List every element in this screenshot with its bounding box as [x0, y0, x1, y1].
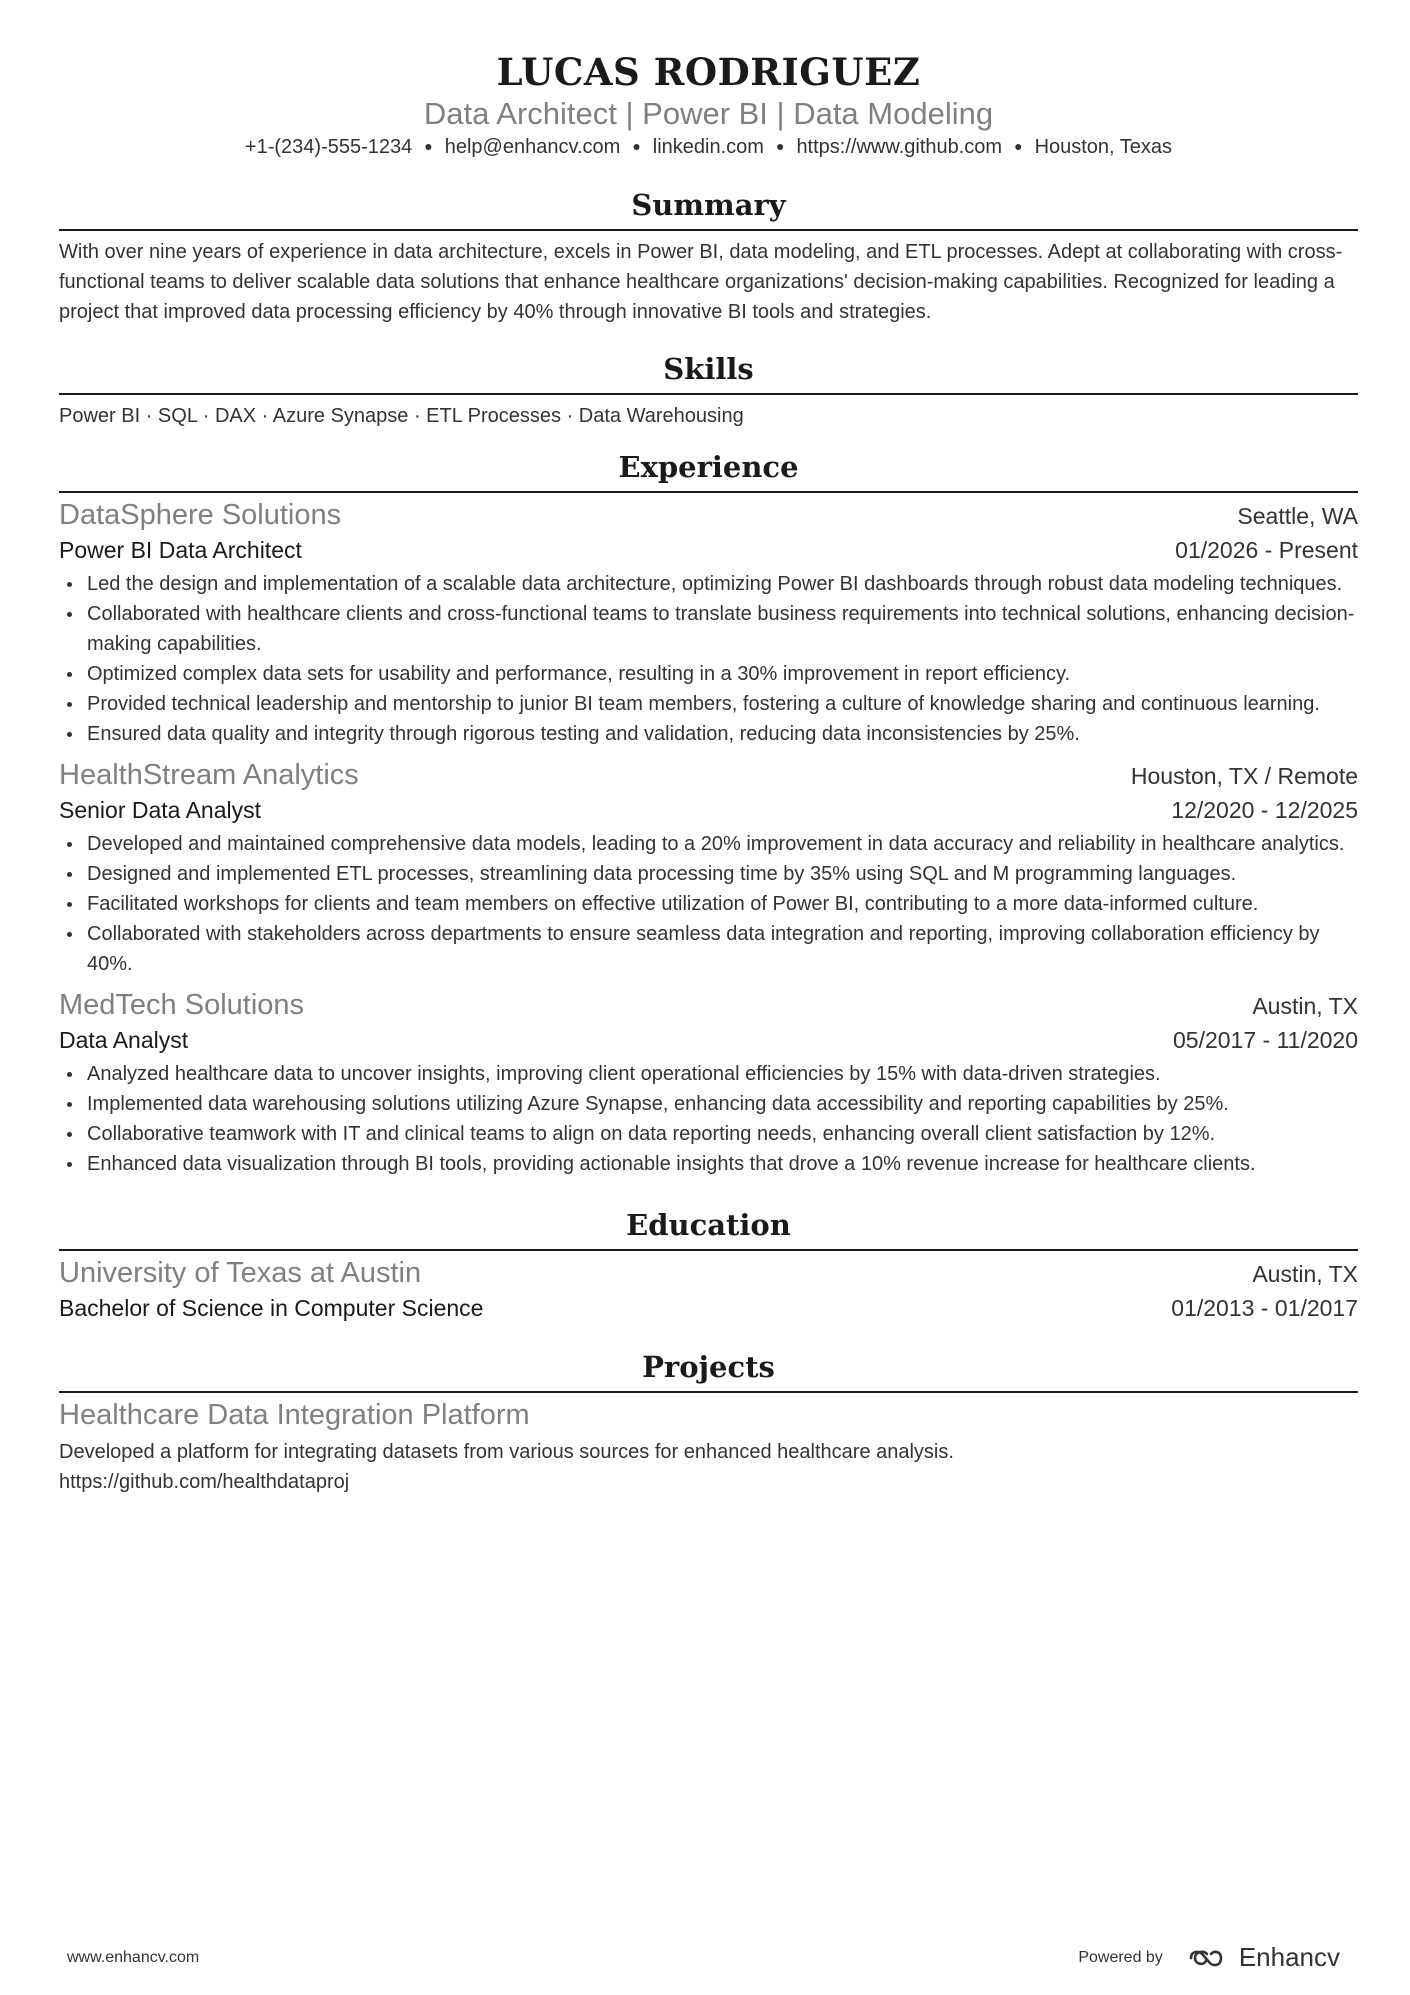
enhancv-brand[interactable] [1187, 1942, 1340, 1973]
company-name: MedTech Solutions [59, 989, 305, 1021]
bullet-item: Collaborative teamwork with IT and clinical teams to align on data reporting needs, enhancing overall client satisfaction by 12%. [87, 1119, 1358, 1149]
resume-page [59, 0, 1358, 1497]
school-location: Austin, TX [1252, 1261, 1358, 1287]
headline: Data Architect | Power BI | Data Modeling [423, 96, 994, 131]
github-link[interactable]: https://www.github.com [796, 136, 1003, 158]
powered-by-label: Powered by [1078, 1948, 1163, 1966]
job-dates: 01/2026 - Present [1175, 537, 1358, 563]
company-name: DataSphere Solutions [59, 499, 342, 531]
footer-site-link[interactable]: www.enhancv.com [67, 1948, 200, 1966]
section-title-projects: Projects [59, 1347, 1358, 1393]
email-link[interactable]: help@enhancv.com [444, 136, 621, 158]
education-dates: 01/2013 - 01/2017 [1171, 1295, 1358, 1321]
education-section [59, 1205, 1358, 1325]
job-dates: 12/2020 - 12/2025 [1171, 797, 1358, 823]
job-bullets [59, 569, 1358, 749]
phone: +1-(234)-555-1234 [244, 136, 413, 158]
job-location: Seattle, WA [1237, 503, 1358, 529]
bullet-item: Ensured data quality and integrity through rigorous testing and validation, reducing data inconsistencies by 25%. [87, 719, 1358, 749]
job-bullets [59, 829, 1358, 979]
company-name: HealthStream Analytics [59, 759, 359, 791]
bullet-item: Developed and maintained comprehensive data models, leading to a 20% improvement in data accuracy and reliability in healthcare analytics. [87, 829, 1358, 859]
section-title-experience: Experience [59, 447, 1358, 493]
location: Houston, Texas [1034, 136, 1173, 158]
section-title-summary: Summary [59, 185, 1358, 231]
bullet-item: Enhanced data visualization through BI tools, providing actionable insights that drove a 10% revenue increase for healthcare clients. [87, 1149, 1358, 1179]
job-location: Houston, TX / Remote [1130, 763, 1358, 789]
skills-section [59, 349, 1358, 431]
bullet-item: Provided technical leadership and mentorship to junior BI team members, fostering a culture of knowledge sharing and continuous learning. [87, 689, 1358, 719]
degree: Bachelor of Science in Computer Science [59, 1295, 484, 1321]
bullet-item: Designed and implemented ETL processes, streamlining data processing time by 35% using SQL and M programming languages. [87, 859, 1358, 889]
bullet-item: Analyzed healthcare data to uncover insights, improving client operational efficiencies by 15% with data-driven strategies. [87, 1059, 1358, 1089]
job-entry [59, 497, 1358, 749]
bullet-item: Optimized complex data sets for usability and performance, resulting in a 30% improvement in report efficiency. [87, 659, 1358, 689]
job-title: Senior Data Analyst [59, 797, 262, 823]
job-title: Power BI Data Architect [59, 537, 302, 563]
bullet-item: Collaborated with stakeholders across departments to ensure seamless data integration and reporting, improving collaboration efficiency by 40%. [87, 919, 1358, 979]
section-title-education: Education [59, 1205, 1358, 1251]
bullet-separator: ● [424, 138, 433, 154]
job-bullets [59, 1059, 1358, 1179]
brand-name: Enhancv [1238, 1942, 1340, 1972]
summary-text: With over nine years of experience in data architecture, excels in Power BI, data modeling, and ETL processes. Adept at collaborating with cross-functional teams to deliver scalable data solutions that enhance healthcare organizations' decision-making capabilities. Recognized for leading a project that improved data processing efficiency by 40% through innovative BI tools and strategies. [59, 241, 1343, 323]
linkedin-link[interactable]: linkedin.com [652, 136, 764, 158]
bullet-separator: ● [632, 138, 641, 154]
experience-section [59, 447, 1358, 1179]
project-description: Developed a platform for integrating datasets from various sources for enhanced healthcare analysis. [59, 1441, 954, 1463]
contact-line [59, 132, 1358, 163]
bullet-item: Implemented data warehousing solutions utilizing Azure Synapse, enhancing data accessibility and reporting capabilities by 25%. [87, 1089, 1358, 1119]
project-link[interactable]: https://github.com/healthdataproj [59, 1471, 350, 1493]
enhancv-logo-icon [1187, 1946, 1231, 1970]
job-entry [59, 987, 1358, 1179]
bullet-item: Collaborated with healthcare clients and cross-functional teams to translate business requirements into technical solutions, enhancing decision-making capabilities. [87, 599, 1358, 659]
summary-section [59, 185, 1358, 327]
projects-section [59, 1347, 1358, 1497]
job-location: Austin, TX [1252, 993, 1358, 1019]
powered-by [1078, 1942, 1340, 1973]
candidate-name: LUCAS RODRIGUEZ [496, 50, 921, 94]
section-title-skills: Skills [59, 349, 1358, 395]
footer [67, 1942, 1340, 1973]
skills-list: Power BI · SQL · DAX · Azure Synapse · ETL Processes · Data Warehousing [59, 405, 744, 427]
job-dates: 05/2017 - 11/2020 [1172, 1027, 1358, 1053]
bullet-separator: ● [1014, 138, 1023, 154]
job-entry [59, 757, 1358, 979]
job-title: Data Analyst [59, 1027, 189, 1053]
bullet-separator: ● [775, 138, 785, 154]
project-name: Healthcare Data Integration Platform [59, 1399, 530, 1431]
bullet-item: Facilitated workshops for clients and team members on effective utilization of Power BI, contributing to a more data-informed culture. [87, 889, 1358, 919]
bullet-item: Led the design and implementation of a scalable data architecture, optimizing Power BI dashboards through robust data modeling techniques. [87, 569, 1358, 599]
school-name: University of Texas at Austin [59, 1257, 422, 1289]
